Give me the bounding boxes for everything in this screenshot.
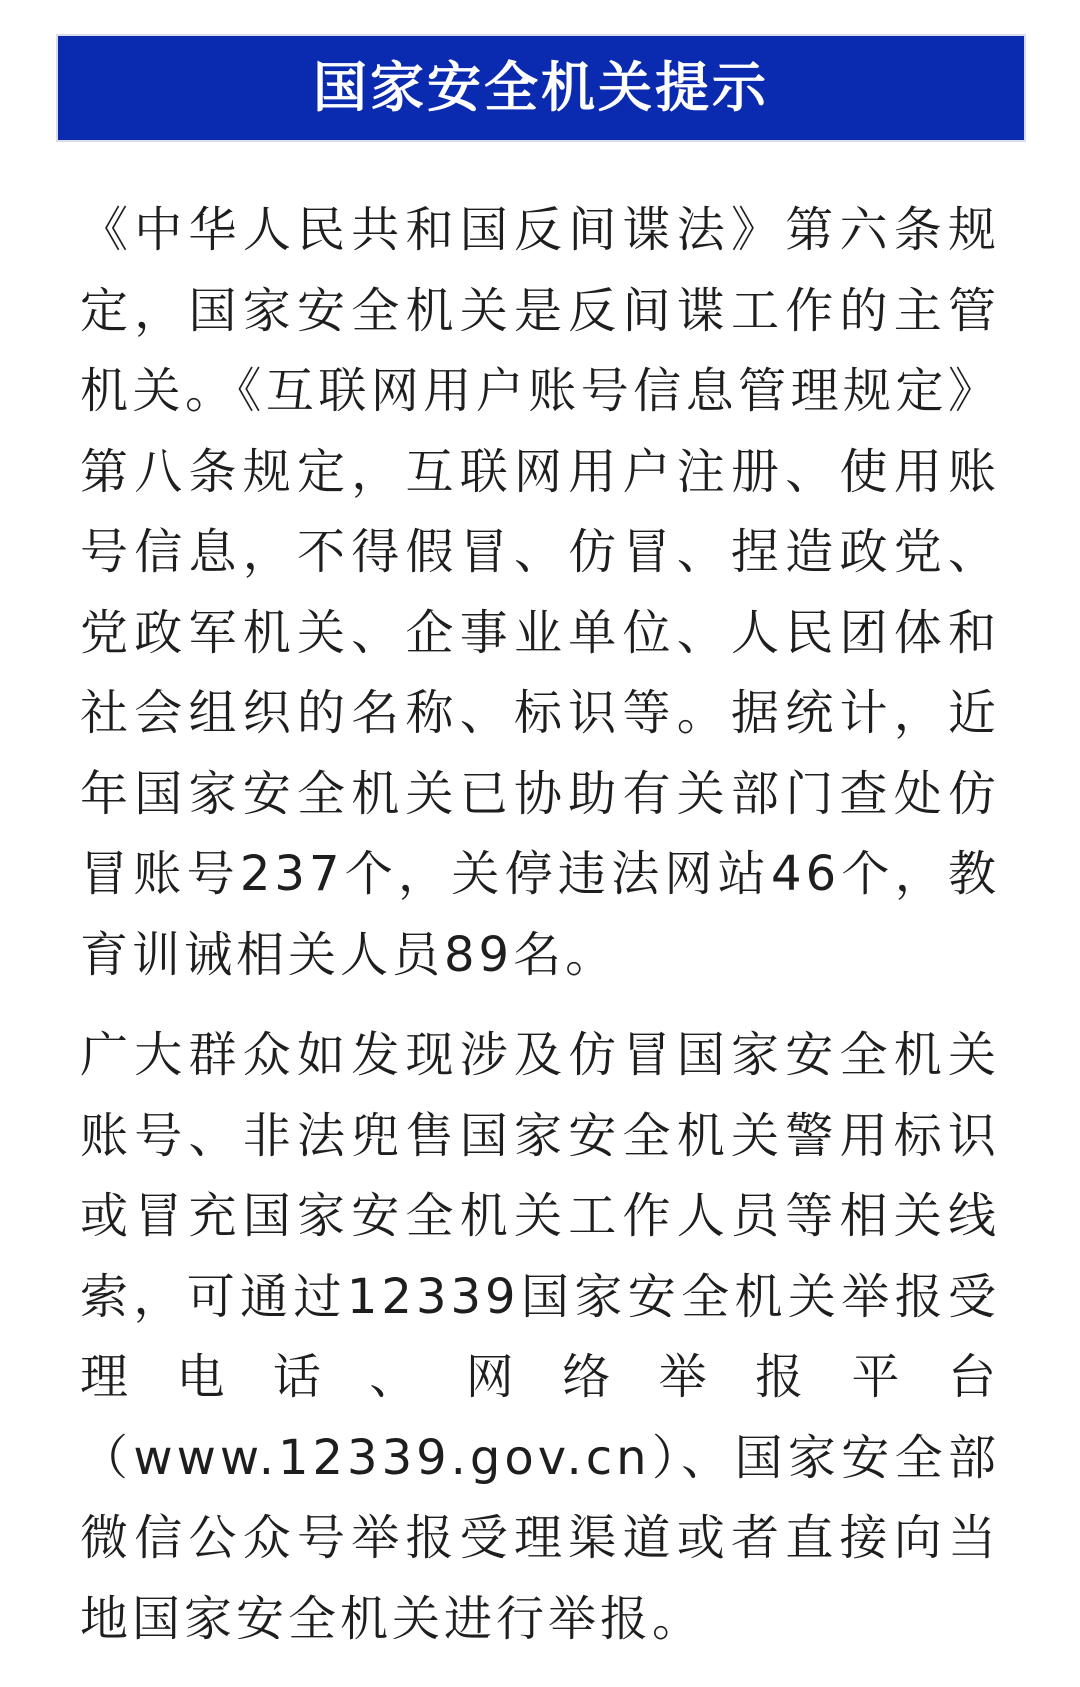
article-body: [80, 190, 1000, 1659]
paragraph-legal-provisions: 《中华人民共和国反间谍法》第六条规定，国家安全机关是反间谍工作的主管机关。《互联网用户账号信息管理规定》第八条规定，互联网用户注册、使用账号信息，不得假冒、仿冒、捏造政党、党政军机关、企事业单位、人民团体和社会组织的名称、标识等。据统计，近年国家安全机关已协助有关部门查处仿冒账号237个，关停违法网站46个，教育训诫相关人员89名。: [80, 202, 1000, 983]
paragraph-reporting-channels: 广大群众如发现涉及仿冒国家安全机关账号、非法兜售国家安全机关警用标识或冒充国家安全机关工作人员等相关线索，可通过12339国家安全机关举报受理电话、网络举报平台（www.12339.gov.cn）、国家安全部微信公众号举报受理渠道或者直接向当地国家安全机关进行举报。: [80, 1027, 1000, 1647]
page-title: 国家安全机关提示: [313, 56, 769, 119]
header-banner: [56, 34, 1026, 142]
paragraph-spacer: [80, 995, 1000, 1015]
